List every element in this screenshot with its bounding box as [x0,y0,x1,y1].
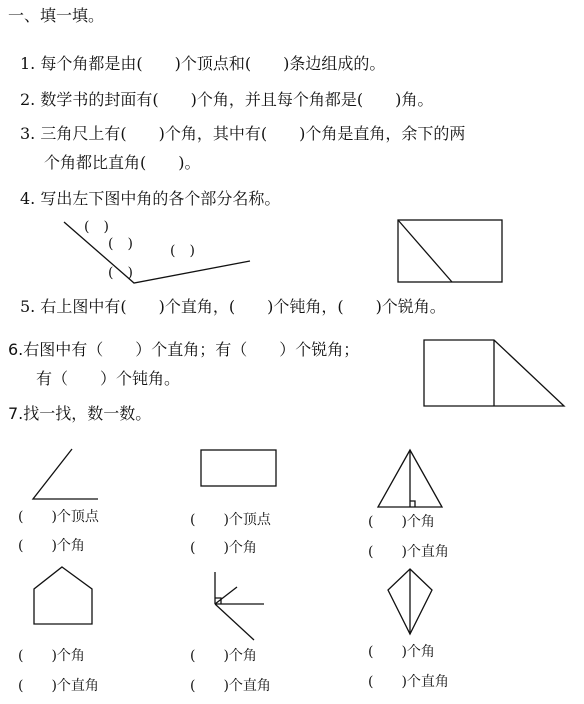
question-5: 5. 右上图中有( )个直角，( )个钝角，( )个锐角。 [20,297,446,316]
item-3-line-2: ( )个直角 [368,544,449,560]
question-6-line-2: 有（ ）个钝角。 [36,369,181,388]
angle-blank-1: ( ) [84,219,109,235]
question-6-line-1: 6.右图中有（ ）个直角；有（ ）个锐角； [8,340,360,359]
question-1: 1. 每个角都是由( )个顶点和( )条边组成的。 [20,54,386,73]
item-5-line-1: ( )个角 [190,648,257,664]
item-6-line-2: ( )个直角 [368,674,449,690]
item-2-line-2: ( )个角 [190,540,257,556]
section-title: 一、填一填。 [8,6,105,25]
question-2: 2. 数学书的封面有( )个角，并且每个角都是( )角。 [20,90,434,109]
item-6-line-1: ( )个角 [368,644,435,660]
item-1-line-1: ( )个顶点 [18,509,99,525]
question-3-line-2: 个角都比直角( )。 [44,153,201,172]
item-2-line-1: ( )个顶点 [190,512,271,528]
item-1-line-2: ( )个角 [18,538,85,554]
angle-blank-3: ( ) [170,243,195,259]
question-3-line-1: 3. 三角尺上有( )个角，其中有( )个角是直角，余下的两 [20,124,466,143]
item-3-line-1: ( )个角 [368,514,435,530]
item-4-line-2: ( )个直角 [18,678,99,694]
angle-blank-4: ( ) [108,265,133,281]
item-5-line-2: ( )个直角 [190,678,271,694]
question-4: 4. 写出左下图中角的各个部分名称。 [20,189,281,208]
item-4-line-1: ( )个角 [18,648,85,664]
question-7: 7.找一找，数一数。 [8,404,152,423]
angle-blank-2: ( ) [108,236,133,252]
